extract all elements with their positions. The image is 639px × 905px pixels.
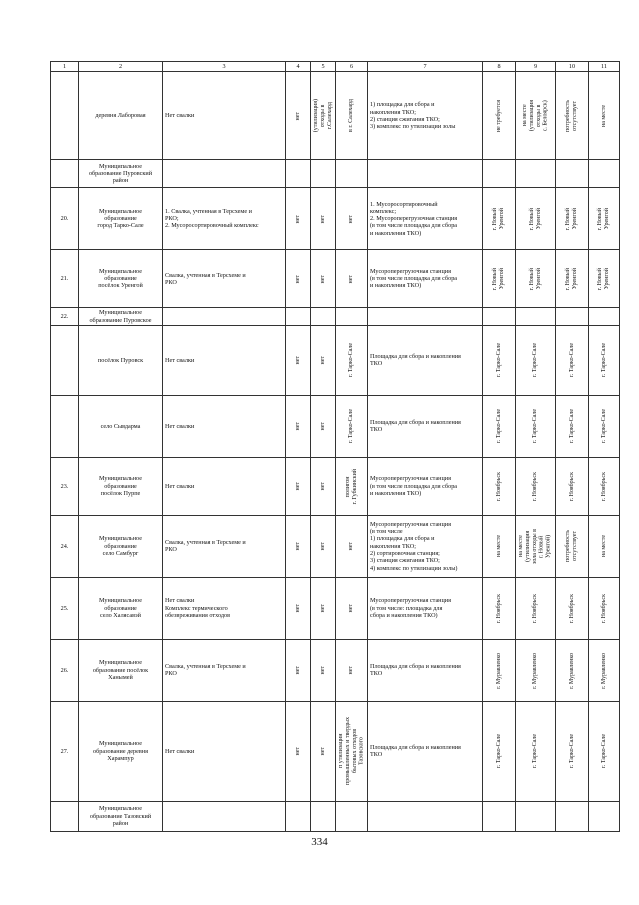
col10-value-cell xyxy=(556,250,589,308)
col11-value: г. Ноябрьск xyxy=(600,471,607,501)
landfill-info-cell xyxy=(163,308,286,326)
col5-value: нет xyxy=(319,214,326,224)
row-number: 23. xyxy=(60,482,69,490)
col5-value-cell xyxy=(311,801,336,831)
row-number: 26. xyxy=(60,666,69,674)
col6-value-cell xyxy=(336,577,368,639)
col5-value-cell xyxy=(311,639,336,701)
col10-value-cell xyxy=(556,577,589,639)
col10-value: г. Ноябрьск xyxy=(568,471,575,501)
col-header-6: 6 xyxy=(336,62,368,72)
col10-value-cell xyxy=(556,515,589,577)
col5-value-cell xyxy=(311,457,336,515)
facilities-info-cell xyxy=(368,457,483,515)
header-row xyxy=(51,62,620,72)
table-row xyxy=(51,457,620,515)
facilities-info: Мусороперегрузочная станция (в том числе площадка для сбора и накопления ТКО) xyxy=(370,475,458,498)
municipality-name: Муниципальное образование посёлок Уренгой xyxy=(98,267,143,290)
table-row xyxy=(51,577,620,639)
municipality-name: село Сывдарма xyxy=(100,422,141,430)
landfill-info-cell xyxy=(163,701,286,801)
facilities-info: 1. Мусоросортировочный комплекс; 2. Мусороперегрузочная станция (в том числе площадка для сбора и накопления ТКО) xyxy=(370,200,458,237)
col9-value: г. Новый Уренгой xyxy=(528,267,542,290)
table-row xyxy=(51,639,620,701)
col5-value: нет xyxy=(319,666,326,675)
row-number-cell xyxy=(51,72,79,160)
col6-value: нет xyxy=(348,274,355,284)
municipality-name-cell xyxy=(79,515,163,577)
col9-value: г. Муравленко xyxy=(532,652,539,689)
col9-value-cell xyxy=(516,72,556,160)
col5-value: нет xyxy=(319,274,326,284)
col11-value-cell xyxy=(589,577,620,639)
col8-value-cell xyxy=(483,188,516,250)
municipality-name: Муниципальное образование посёлок Ханымей xyxy=(92,659,149,682)
col6-value-cell xyxy=(336,801,368,831)
municipality-name-cell xyxy=(79,395,163,457)
col8-value: г. Тарко-Сале xyxy=(495,409,502,444)
col8-value: г. Ноябрьск xyxy=(495,593,502,623)
facilities-info-cell xyxy=(368,639,483,701)
municipality-name: Муниципальное образование село Самбург xyxy=(99,535,142,558)
col4-value: нет xyxy=(294,356,301,365)
col6-value: полигон г. Губкинский xyxy=(344,468,358,505)
row-number-cell xyxy=(51,515,79,577)
col10-value: г. Ноябрьск xyxy=(568,593,575,623)
municipality-name: Муниципальное образование посёлок Пурпе xyxy=(99,475,142,498)
municipality-name: Муниципальное образование село Халясавэй xyxy=(99,597,142,620)
col10-value: г. Тарко-Сале xyxy=(568,409,575,444)
row-number-cell xyxy=(51,801,79,831)
col9-value-cell xyxy=(516,250,556,308)
col5-value: нет xyxy=(319,604,326,613)
row-number: 24. xyxy=(60,542,69,550)
col5-value-cell xyxy=(311,188,336,250)
col10-value: г. Тарко-Сале xyxy=(568,343,575,378)
col4-value-cell xyxy=(286,325,311,395)
col-header-11: 11 xyxy=(589,62,620,72)
col9-value: г. Новый Уренгой xyxy=(528,207,542,230)
col11-value-cell xyxy=(589,801,620,831)
col8-value-cell xyxy=(483,395,516,457)
row-number-cell xyxy=(51,395,79,457)
col6-value: в г. Салехард xyxy=(348,99,355,133)
table-row xyxy=(51,188,620,250)
col11-value: г. Тарко-Сале xyxy=(600,343,607,378)
col9-value: г. Тарко-Сале xyxy=(532,343,539,378)
col11-value: г. Тарко-Сале xyxy=(600,409,607,444)
row-number: 20. xyxy=(60,215,69,223)
facilities-info-cell xyxy=(368,801,483,831)
col10-value: г. Тарко-Сале xyxy=(568,734,575,769)
col4-value-cell xyxy=(286,639,311,701)
col11-value: г. Новый Уренгой xyxy=(597,207,610,230)
col4-value: нет xyxy=(294,666,301,675)
landfill-info-cell xyxy=(163,188,286,250)
facilities-info: Мусороперегрузочная станция (в том числе 1) площадка для сбора и накопления ТКО; 2) сортировочная станция; 3) станция сжигания ТКО; 4) комплекс по утилизации золы) xyxy=(370,520,458,572)
col-header-7: 7 xyxy=(368,62,483,72)
col6-value: нет xyxy=(348,214,355,224)
facilities-info: Площадка для сбора и накопления ТКО xyxy=(370,744,461,759)
col11-value: на месте xyxy=(600,104,607,127)
col10-value-cell xyxy=(556,701,589,801)
col8-value-cell xyxy=(483,577,516,639)
col11-value: г. Муравленко xyxy=(600,652,607,689)
landfill-info-cell xyxy=(163,160,286,188)
col6-value-cell xyxy=(336,395,368,457)
row-number-cell xyxy=(51,639,79,701)
table-row xyxy=(51,701,620,801)
municipality-name: посёлок Пуровск xyxy=(97,356,144,364)
landfill-info: Свалка, учтенная в Терсхеме и РКО xyxy=(165,271,246,286)
col4-value-cell xyxy=(286,188,311,250)
col6-value: г. Тарко-Сале xyxy=(348,343,355,378)
landfill-info-cell xyxy=(163,457,286,515)
facilities-info: Мусороперегрузочная станция (в том числе площадка для сбора и накопления ТКО) xyxy=(370,267,458,290)
col-header-2: 2 xyxy=(79,62,163,72)
col4-value: нет xyxy=(294,604,301,613)
col6-value-cell xyxy=(336,72,368,160)
col5-value: нет xyxy=(319,747,326,756)
col8-value: не требуется xyxy=(495,99,502,132)
landfill-info-cell xyxy=(163,639,286,701)
col10-value-cell xyxy=(556,72,589,160)
col4-value: нет xyxy=(294,422,301,431)
col8-value: г. Тарко-Сале xyxy=(495,734,502,769)
col6-value-cell xyxy=(336,639,368,701)
col8-value-cell xyxy=(483,308,516,326)
municipality-name: Муниципальное образование Пуровский район xyxy=(88,162,153,185)
row-number-cell xyxy=(51,160,79,188)
col6-value-cell xyxy=(336,250,368,308)
col8-value: г. Тарко-Сале xyxy=(495,343,502,378)
col5-value-cell xyxy=(311,325,336,395)
col-header-10: 10 xyxy=(556,62,589,72)
page-number: 334 xyxy=(311,836,328,848)
row-number: 21. xyxy=(60,275,69,283)
col5-value-cell xyxy=(311,395,336,457)
landfill-info-cell xyxy=(163,72,286,160)
col5-value-cell xyxy=(311,72,336,160)
col9-value: г. Ноябрьск xyxy=(532,471,539,501)
col11-value-cell xyxy=(589,72,620,160)
landfill-info-cell xyxy=(163,577,286,639)
municipality-name: Муниципальное образование город Тарко-Сале xyxy=(97,207,144,230)
col10-value-cell xyxy=(556,188,589,250)
col9-value-cell xyxy=(516,308,556,326)
municipality-name-cell xyxy=(79,701,163,801)
landfill-info-cell xyxy=(163,250,286,308)
table-row xyxy=(51,801,620,831)
col8-value: г. Муравленко xyxy=(495,652,502,689)
col4-value: нет xyxy=(294,482,301,491)
landfill-info: Нет свалки xyxy=(165,482,195,490)
col8-value: г. Новый Уренгой xyxy=(492,207,505,230)
landfill-info: Нет свалки xyxy=(165,112,195,120)
facilities-info: Площадка для сбора и накопления ТКО xyxy=(370,419,461,434)
row-number-cell xyxy=(51,188,79,250)
col5-value: нет xyxy=(319,356,326,365)
col6-value: нет xyxy=(348,542,355,551)
col9-value-cell xyxy=(516,325,556,395)
landfill-info-cell xyxy=(163,515,286,577)
table-row xyxy=(51,395,620,457)
col4-value-cell xyxy=(286,801,311,831)
col10-value: потребность отсутствует xyxy=(565,99,578,132)
col9-value: г. Тарко-Сале xyxy=(532,734,539,769)
municipality-name-cell xyxy=(79,639,163,701)
col11-value-cell xyxy=(589,639,620,701)
col11-value-cell xyxy=(589,308,620,326)
col-header-9: 9 xyxy=(516,62,556,72)
col9-value: г. Ноябрьск xyxy=(532,593,539,623)
municipality-name-cell xyxy=(79,457,163,515)
col6-value-cell xyxy=(336,160,368,188)
col6-value-cell xyxy=(336,325,368,395)
col6-value: нет xyxy=(348,604,355,613)
col11-value-cell xyxy=(589,188,620,250)
col5-value: (утилизация) отходы в г.Салехард xyxy=(312,99,333,133)
col8-value-cell xyxy=(483,325,516,395)
col8-value-cell xyxy=(483,701,516,801)
facilities-info-cell xyxy=(368,308,483,326)
municipality-name-cell xyxy=(79,250,163,308)
col8-value-cell xyxy=(483,72,516,160)
facilities-info: Площадка для сбора и накопления ТКО xyxy=(370,663,461,678)
col5-value-cell xyxy=(311,160,336,188)
row-number-cell xyxy=(51,308,79,326)
facilities-info-cell xyxy=(368,577,483,639)
col4-value: нет xyxy=(294,111,301,121)
municipality-name-cell xyxy=(79,72,163,160)
col4-value-cell xyxy=(286,72,311,160)
facilities-info-cell xyxy=(368,325,483,395)
col4-value-cell xyxy=(286,308,311,326)
landfill-info-cell xyxy=(163,325,286,395)
col11-value-cell xyxy=(589,701,620,801)
col10-value-cell xyxy=(556,160,589,188)
row-number: 25. xyxy=(60,604,69,612)
landfill-info-cell xyxy=(163,395,286,457)
col8-value-cell xyxy=(483,250,516,308)
col-header-3: 3 xyxy=(163,62,286,72)
municipality-name-cell xyxy=(79,801,163,831)
facilities-info-cell xyxy=(368,160,483,188)
col4-value-cell xyxy=(286,160,311,188)
col-header-4: 4 xyxy=(286,62,311,72)
col4-value-cell xyxy=(286,395,311,457)
col9-value-cell xyxy=(516,395,556,457)
col5-value: нет xyxy=(319,542,326,551)
col10-value-cell xyxy=(556,639,589,701)
col11-value-cell xyxy=(589,250,620,308)
col9-value-cell xyxy=(516,639,556,701)
table-row xyxy=(51,250,620,308)
col9-value-cell xyxy=(516,701,556,801)
col8-value-cell xyxy=(483,457,516,515)
col9-value-cell xyxy=(516,801,556,831)
col6-value-cell xyxy=(336,308,368,326)
col5-value-cell xyxy=(311,701,336,801)
col9-value: на месте (утилизация отходы в с. Белоярск) xyxy=(521,100,549,132)
col4-value-cell xyxy=(286,577,311,639)
col8-value: на месте xyxy=(495,535,502,558)
col10-value: г. Новый Уренгой xyxy=(565,207,578,230)
landfill-info: Свалка, учтенная в Терсхеме и РКО xyxy=(165,663,246,678)
table-row xyxy=(51,308,620,326)
col10-value-cell xyxy=(556,457,589,515)
col11-value-cell xyxy=(589,515,620,577)
col6-value: п утилизации промышленных и твердых бытовых отходов Тазовского xyxy=(337,717,365,786)
row-number-cell xyxy=(51,701,79,801)
col5-value-cell xyxy=(311,308,336,326)
col9-value-cell xyxy=(516,515,556,577)
table-row xyxy=(51,515,620,577)
col10-value-cell xyxy=(556,801,589,831)
col6-value: г. Тарко-Сале xyxy=(348,409,355,444)
col9-value-cell xyxy=(516,160,556,188)
col6-value-cell xyxy=(336,701,368,801)
municipality-name: Муниципальное образование Тазовский район xyxy=(89,805,152,828)
col5-value-cell xyxy=(311,515,336,577)
col11-value: г. Ноябрьск xyxy=(600,593,607,623)
landfill-info: Свалка, учтенная в Терсхеме и РКО xyxy=(165,539,246,554)
col5-value-cell xyxy=(311,250,336,308)
col6-value-cell xyxy=(336,188,368,250)
facilities-info-cell xyxy=(368,515,483,577)
facilities-info-cell xyxy=(368,701,483,801)
municipality-name-cell xyxy=(79,577,163,639)
municipality-name-cell xyxy=(79,308,163,326)
col11-value-cell xyxy=(589,457,620,515)
col9-value: г. Тарко-Сале xyxy=(532,409,539,444)
municipality-name: Муниципальное образование деревня Харампур xyxy=(93,740,148,763)
col5-value-cell xyxy=(311,577,336,639)
landfill-info-cell xyxy=(163,801,286,831)
row-number: 22. xyxy=(60,312,69,320)
col10-value-cell xyxy=(556,308,589,326)
col9-value-cell xyxy=(516,577,556,639)
col11-value: на месте xyxy=(600,535,607,558)
facilities-info: Мусороперегрузочная станция (в том числе: площадка для сбора и накопления ТКО) xyxy=(370,597,451,620)
col4-value-cell xyxy=(286,457,311,515)
col9-value-cell xyxy=(516,188,556,250)
facilities-info-cell xyxy=(368,72,483,160)
table-row xyxy=(51,72,620,160)
table-row xyxy=(51,160,620,188)
facilities-info-cell xyxy=(368,188,483,250)
col10-value: г. Новый Уренгой xyxy=(565,267,578,290)
col11-value-cell xyxy=(589,325,620,395)
landfill-info: 1. Свалка, учтенная в Терсхеме и РКО; 2. Мусоросортировочный комплекс xyxy=(165,207,259,230)
col11-value: г. Новый Уренгой xyxy=(597,267,610,290)
row-number-cell xyxy=(51,325,79,395)
col-header-8: 8 xyxy=(483,62,516,72)
municipality-name: Муниципальное образование Пуровское xyxy=(89,309,152,324)
row-number: 27. xyxy=(60,747,69,755)
col8-value-cell xyxy=(483,801,516,831)
col9-value: на месте (утилизация зола отходы в г. Новый Уренгой) xyxy=(518,528,552,564)
col5-value: нет xyxy=(319,422,326,431)
col4-value-cell xyxy=(286,701,311,801)
col9-value-cell xyxy=(516,457,556,515)
col4-value: нет xyxy=(294,747,301,756)
municipality-name-cell xyxy=(79,325,163,395)
municipality-name: деревня Лаборовая xyxy=(95,112,146,120)
row-number-cell xyxy=(51,457,79,515)
facilities-info: 1) площадка для сбора и накопления ТКО; 2) станция сжигания ТКО; 3) комплекс по утилизации золы xyxy=(370,101,456,131)
col4-value: нет xyxy=(294,542,301,551)
col4-value-cell xyxy=(286,250,311,308)
facilities-info-cell xyxy=(368,250,483,308)
landfill-info: Нет свалки xyxy=(165,747,195,755)
col4-value: нет xyxy=(294,214,301,224)
landfill-info: Нет свалки xyxy=(165,356,195,364)
municipality-name-cell xyxy=(79,160,163,188)
municipality-name-cell xyxy=(79,188,163,250)
col-header-1: 1 xyxy=(51,62,79,72)
col5-value: нет xyxy=(319,482,326,491)
col6-value: нет xyxy=(348,666,355,675)
col8-value: г. Новый Уренгой xyxy=(492,267,505,290)
col4-value: нет xyxy=(294,274,301,284)
col11-value-cell xyxy=(589,160,620,188)
col8-value-cell xyxy=(483,515,516,577)
col8-value-cell xyxy=(483,639,516,701)
col6-value-cell xyxy=(336,457,368,515)
col8-value-cell xyxy=(483,160,516,188)
col10-value-cell xyxy=(556,395,589,457)
landfill-info: Нет свалки Комплекс термического обезвреживания отходов xyxy=(165,597,231,620)
col-header-5: 5 xyxy=(311,62,336,72)
row-number-cell xyxy=(51,250,79,308)
waste-management-table xyxy=(50,61,620,832)
landfill-info: Нет свалки xyxy=(165,422,195,430)
col11-value: г. Тарко-Сале xyxy=(600,734,607,769)
col10-value-cell xyxy=(556,325,589,395)
facilities-info: Площадка для сбора и накопления ТКО xyxy=(370,353,461,368)
table-row xyxy=(51,325,620,395)
col6-value-cell xyxy=(336,515,368,577)
col11-value-cell xyxy=(589,395,620,457)
col10-value: г. Муравленко xyxy=(568,652,575,689)
col10-value: потребность отсутствует xyxy=(565,530,578,563)
col4-value-cell xyxy=(286,515,311,577)
col8-value: г. Ноябрьск xyxy=(495,471,502,501)
facilities-info-cell xyxy=(368,395,483,457)
row-number-cell xyxy=(51,577,79,639)
